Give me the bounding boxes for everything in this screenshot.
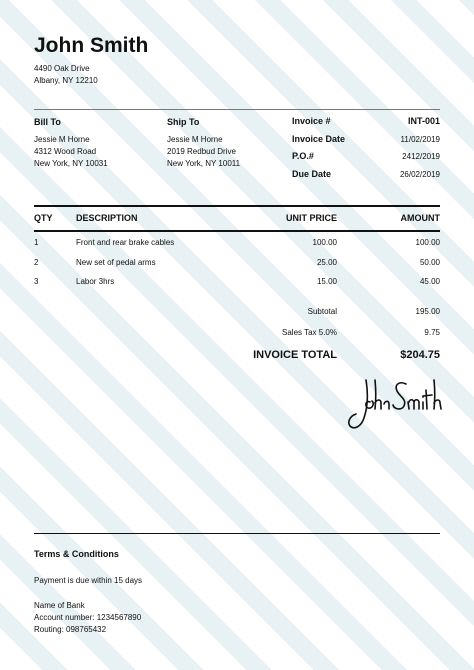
header-divider xyxy=(34,109,440,110)
col-header-description: DESCRIPTION xyxy=(76,213,138,223)
terms-text: Payment is due within 15 days xyxy=(34,576,143,585)
ship-to-line1: 2019 Redbud Drive xyxy=(167,147,236,156)
item-unit-price: 25.00 xyxy=(316,257,337,267)
po-label: P.O.# xyxy=(292,151,314,161)
ship-to-name: Jessie M Horne xyxy=(167,135,223,144)
bank-routing: Routing: 098765432 xyxy=(34,625,107,634)
item-unit-price: 15.00 xyxy=(316,277,337,286)
item-qty: 2 xyxy=(34,257,39,267)
table-top-rule xyxy=(34,205,440,207)
meta-row-po xyxy=(292,151,440,169)
bill-to-line1: 4312 Wood Road xyxy=(34,147,97,156)
bank-details xyxy=(34,600,141,636)
col-header-qty: QTY xyxy=(34,213,53,223)
sales-tax-label: Sales Tax 5.0% xyxy=(282,328,337,337)
seller-address-line2: Albany, NY 12210 xyxy=(34,76,98,85)
sales-tax-value: 9.75 xyxy=(424,328,440,337)
item-description: Labor 3hrs xyxy=(76,277,115,286)
col-header-unit-price: UNIT PRICE xyxy=(285,213,337,223)
table-row xyxy=(34,238,440,258)
col-header-amount: AMOUNT xyxy=(400,213,440,223)
seller-address-line1: 4490 Oak Drive xyxy=(34,64,90,73)
meta-row-invoice-date xyxy=(292,134,440,152)
ship-to-line2: New York, NY 10011 xyxy=(167,159,241,168)
due-date-value: 26/02/2019 xyxy=(399,169,440,179)
terms-heading: Terms & Conditions xyxy=(34,549,119,559)
bill-to-line2: New York, NY 10031 xyxy=(34,159,108,168)
item-amount: 45.00 xyxy=(419,277,440,286)
bank-name: Name of Bank xyxy=(34,601,85,610)
item-unit-price: 100.00 xyxy=(312,238,337,247)
item-description: New set of pedal arms xyxy=(76,257,156,267)
invoice-meta xyxy=(292,116,440,186)
item-amount: 50.00 xyxy=(419,257,440,267)
bill-to-name: Jessie M Horne xyxy=(34,135,90,144)
ship-to-heading: Ship To xyxy=(167,117,200,127)
table-row xyxy=(34,258,440,278)
footer-divider xyxy=(34,533,440,534)
invoice-date-label: Invoice Date xyxy=(292,133,346,144)
table-header-rule xyxy=(34,230,440,232)
seller-name: John Smith xyxy=(34,34,149,57)
invoice-total-value: $204.75 xyxy=(400,349,440,361)
due-date-label: Due Date xyxy=(292,168,332,179)
line-items xyxy=(34,238,440,297)
table-row xyxy=(34,277,440,297)
item-qty: 3 xyxy=(34,277,39,286)
ship-to-block xyxy=(167,116,240,170)
po-value: 2412/2019 xyxy=(402,152,440,161)
bank-account: Account number: 1234567890 xyxy=(34,613,142,622)
meta-row-invoice-number xyxy=(292,116,440,134)
item-qty: 1 xyxy=(34,238,39,247)
item-amount: 100.00 xyxy=(415,238,440,247)
subtotal-value: 195.00 xyxy=(415,307,440,316)
invoice-number-label: Invoice # xyxy=(292,116,331,126)
invoice-date-value: 11/02/2019 xyxy=(400,134,440,144)
invoice-number-value: INT-001 xyxy=(407,116,440,126)
meta-row-due-date xyxy=(292,169,440,187)
bill-to-heading: Bill To xyxy=(34,117,61,127)
handwritten-signature xyxy=(344,372,452,434)
subtotal-label: Subtotal xyxy=(307,307,337,316)
invoice-total-label: INVOICE TOTAL xyxy=(253,349,337,361)
bill-to-block xyxy=(34,116,108,170)
item-description: Front and rear brake cables xyxy=(76,238,175,247)
seller-address xyxy=(34,63,98,87)
